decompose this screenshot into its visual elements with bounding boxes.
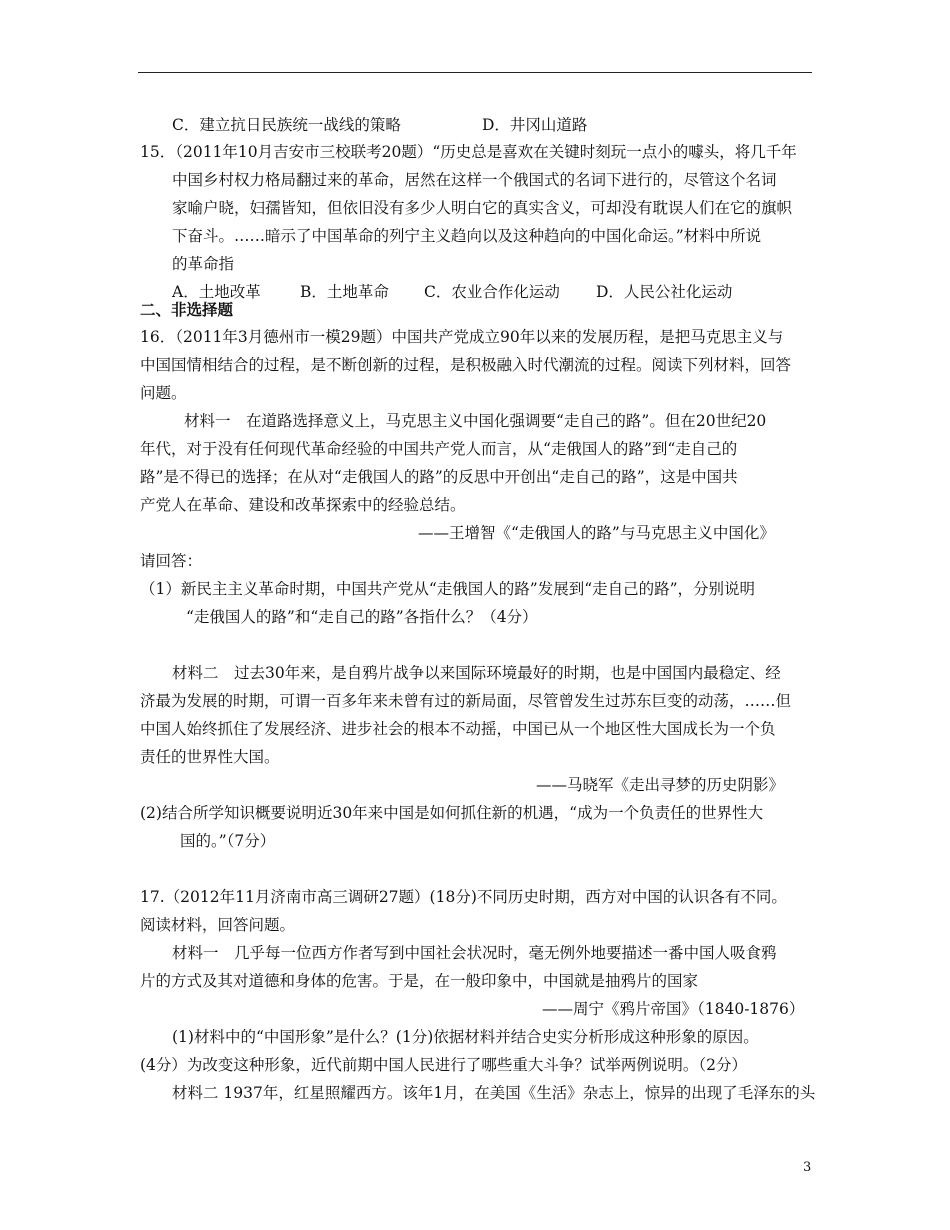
q16-material2-line: 责任的世界性大国。 [140,748,280,766]
q16-question1-line: “走俄国人的路”和“走自己的路”各指什么？（4分） [186,608,538,626]
header-rule [138,72,812,73]
q16-intro-line: 中国国情相结合的过程，是不断创新的过程，是积极融入时代潮流的过程。阅读下列材料，回答 [140,356,792,374]
q17-material1-line: 片的方式及其对道德和身体的危害。于是，在一般印象中，中国就是抽鸦片的国家 [140,972,699,990]
q15-line: 家喻户晓，妇孺皆知，但依旧没有多少人明白它的真实含义，可却没有耽误人们在它的旗帜 [172,199,793,217]
q17-material2: 材料二 1937年，红星照耀西方。该年1月，在美国《生活》杂志上，惊异的出现了毛泽东的头 [172,1084,816,1102]
q16-intro-line: 问题。 [140,384,187,402]
q16-question2-line: (2)结合所学知识概要说明近30年来中国是如何抓住新的机遇，“成为一个负责任的世界性大 [140,804,764,822]
q14-option-c: C．建立抗日民族统一战线的策略 [172,116,401,134]
q17-intro-line: 17.（2012年11月济南市高三调研27题）(18分)不同历史时期，西方对中国的认识各有不同。 [140,888,787,906]
q15-option-d: D．人民公社化运动 [596,283,733,301]
section-title: 二、非选择题 [140,300,234,319]
q17-question1-line: (1)材料中的“中国形象”是什么？(1分)依据材料并结合史实分析形成这种形象的原因。 [172,1028,759,1046]
q15-option-c: C．农业合作化运动 [424,283,560,301]
q16-question2-line: 国的。”（7分） [180,832,276,850]
q14-option-d: D．井冈山道路 [482,116,588,134]
q15-option-b: B．土地革命 [300,283,389,301]
q15-line: 15．（2011年10月吉安市三校联考20题）“历史总是喜欢在关键时刻玩一点小的噱头，将几千年 [140,143,797,161]
q17-intro-line: 阅读材料，回答问题。 [140,916,296,934]
q16-material1-line: 路”是不得已的选择；在从对“走俄国人的路”的反思中开创出“走自己的路”，这是中国共 [140,468,738,486]
q16-intro-line: 16．（2011年3月德州市一模29题）中国共产党成立90年以来的发展历程，是把马克思主义与 [140,328,784,346]
q16-material2-line: 材料二 过去30年来，是自鸦片战争以来国际环境最好的时期，也是中国国内最稳定、经 [172,664,781,682]
q16-please-answer: 请回答： [140,552,203,570]
q16-material2-line: 中国人始终抓住了发展经济、进步社会的根本不动摇，中国已从一个地区性大国成长为一个负 [140,720,776,738]
q16-material2-line: 济最为发展的时期，可谓一百多年来未曾有过的新局面，尽管曾发生过苏东巨变的动荡，……但 [140,692,792,710]
q15-option-a: A．土地改革 [172,283,261,301]
q16-material1-line: 年代，对于没有任何现代革命经验的中国共产党人而言，从“走俄国人的路”到“走自己的 [140,440,738,458]
page-number: 3 [803,1160,812,1175]
q15-line: 中国乡村权力格局翻过来的革命，居然在这样一个俄国式的名词下进行的，尽管这个名词 [172,171,777,189]
q17-material1-line: 材料一 几乎每一位西方作者写到中国社会状况时，毫无例外地要描述一番中国人吸食鸦 [172,944,777,962]
q17-question1-line: (4分）为改变这种形象，近代前期中国人民进行了哪些重大斗争？试举两例说明。（2分） [140,1056,748,1074]
q16-source2: ——马晓军《走出寻梦的历史阴影》 [536,776,785,794]
q17-source1: ——周宁《鸦片帝国》（1840-1876） [542,1000,805,1018]
q16-material1-line: 产党人在革命、建设和改革探索中的经验总结。 [140,496,466,514]
q15-line: 的革命指 [172,255,235,273]
q16-material1-line: 材料一 在道路选择意义上，马克思主义中国化强调要“走自己的路”。但在20世纪20 [184,412,767,430]
q15-line: 下奋斗。……暗示了中国革命的列宁主义趋向以及这种趋向的中国化命运。”材料中所说 [172,227,762,245]
q16-question1-line: （1）新民主主义革命时期，中国共产党从“走俄国人的路”发展到“走自己的路”，分别说明 [140,580,756,598]
q16-source1: ——王增智《“走俄国人的路”与马克思主义中国化》 [418,524,775,542]
